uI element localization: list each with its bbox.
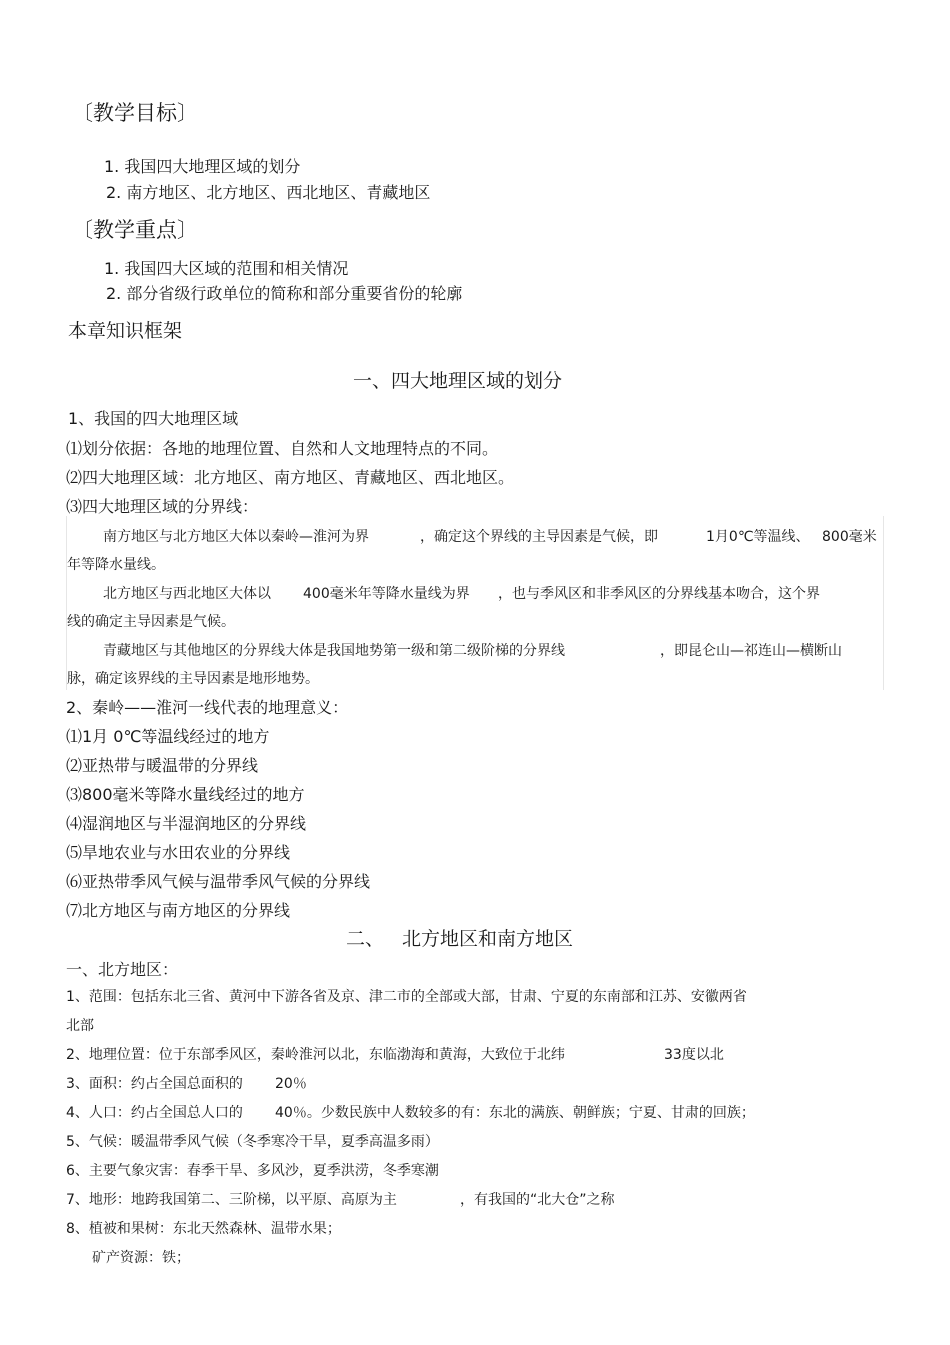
boundary-3-part-c: 脉，确定该界线的主导因素是地形地势。 bbox=[67, 671, 319, 687]
four-regions: ⑵四大地理区域：北方地区、南方地区、青藏地区、西北地区。 bbox=[66, 468, 515, 487]
boundary-2-part-b: 400毫米年等降水量线为界 bbox=[303, 586, 470, 602]
meaning-item-1: ⑴1月 0℃等温线经过的地方 bbox=[66, 727, 270, 746]
objective-item-1: 1. 我国四大地理区域的划分 bbox=[104, 157, 301, 176]
meaning-item-7: ⑺北方地区与南方地区的分界线 bbox=[66, 901, 291, 920]
north-disasters: 6、主要气象灾害：春季干旱、多风沙，夏季洪涝，冬季寒潮 bbox=[66, 1163, 439, 1179]
framework-title: 本章知识框架 bbox=[68, 320, 183, 342]
north-terrain-a: 7、地形：地跨我国第二、三阶梯，以平原、高原为主 bbox=[66, 1192, 397, 1208]
north-population-value: 40％。少数民族中人数较多的有：东北的满族、朝鲜族；宁夏、甘肃的回族； bbox=[275, 1105, 755, 1121]
section1-title: 一、四大地理区域的划分 bbox=[353, 370, 563, 392]
boundary-2-part-d: 线的确定主导因素是气候。 bbox=[67, 614, 235, 630]
section1-sub1: 1、我国的四大地理区域 bbox=[68, 409, 239, 428]
key-point-item-2: 2. 部分省级行政单位的简称和部分重要省份的轮廓 bbox=[106, 284, 463, 303]
boundary-3-part-a: 青藏地区与其他地区的分界线大体是我国地势第一级和第二级阶梯的分界线 bbox=[103, 643, 565, 659]
north-vegetation: 8、植被和果树：东北天然森林、温带水果； bbox=[66, 1221, 341, 1237]
meaning-item-5: ⑸旱地农业与水田农业的分界线 bbox=[66, 843, 291, 862]
north-location-a: 2、地理位置：位于东部季风区，秦岭淮河以北，东临渤海和黄海，大致位于北纬 bbox=[66, 1047, 565, 1063]
objective-item-2: 2. 南方地区、北方地区、西北地区、青藏地区 bbox=[106, 183, 431, 202]
section2-title: 北方地区和南方地区 bbox=[402, 928, 574, 950]
north-terrain-b: ，有我国的“北大仓”之称 bbox=[460, 1192, 615, 1208]
north-scope-cont: 北部 bbox=[66, 1018, 94, 1034]
boundary-1-part-a: 南方地区与北方地区大体以秦岭—淮河为界 bbox=[103, 529, 369, 545]
meaning-item-4: ⑷湿润地区与半湿润地区的分界线 bbox=[66, 814, 307, 833]
north-minerals: 矿产资源：铁； bbox=[92, 1250, 190, 1266]
boundary-1-part-e: 年等降水量线。 bbox=[67, 557, 165, 573]
boundary-1-part-b: ，确定这个界线的主导因素是气候，即 bbox=[420, 529, 658, 545]
north-scope: 1、范围：包括东北三省、黄河中下游各省及京、津二市的全部或大部，甘肃、宁夏的东南部和江苏、安徽两省 bbox=[66, 989, 747, 1005]
boundary-2-part-c: ，也与季风区和非季风区的分界线基本吻合，这个界 bbox=[498, 586, 820, 602]
north-area-value: 20％ bbox=[275, 1076, 307, 1092]
division-basis: ⑴划分依据：各地的地理位置、自然和人文地理特点的不同。 bbox=[66, 439, 499, 458]
key-points-heading: 〔教学重点〕 bbox=[72, 218, 198, 242]
meaning-item-6: ⑹亚热带季风气候与温带季风气候的分界线 bbox=[66, 872, 371, 891]
north-region-heading: 一、北方地区： bbox=[66, 960, 179, 979]
boundary-1-part-c: 1月0℃等温线、 bbox=[706, 529, 810, 545]
objectives-heading: 〔教学目标〕 bbox=[72, 101, 198, 125]
key-point-item-1: 1. 我国四大区域的范围和相关情况 bbox=[104, 259, 349, 278]
section2-title-number: 二、 bbox=[346, 928, 385, 950]
north-location-b: 33度以北 bbox=[664, 1047, 724, 1063]
section1-sub2: 2、秦岭——淮河一线代表的地理意义： bbox=[66, 698, 349, 717]
boundary-3-part-b: ，即昆仑山—祁连山—横断山 bbox=[660, 643, 842, 659]
north-area-label: 3、面积：约占全国总面积的 bbox=[66, 1076, 243, 1092]
north-population-label: 4、人口：约占全国总人口的 bbox=[66, 1105, 243, 1121]
meaning-item-3: ⑶800毫米等降水量线经过的地方 bbox=[66, 785, 305, 804]
north-climate: 5、气候：暖温带季风气候（冬季寒冷干旱，夏季高温多雨） bbox=[66, 1134, 439, 1150]
boundary-1-part-d: 800毫米 bbox=[822, 529, 877, 545]
meaning-item-2: ⑵亚热带与暖温带的分界线 bbox=[66, 756, 259, 775]
boundary-lines-heading: ⑶四大地理区域的分界线： bbox=[66, 497, 259, 516]
boundary-2-part-a: 北方地区与西北地区大体以 bbox=[103, 586, 271, 602]
